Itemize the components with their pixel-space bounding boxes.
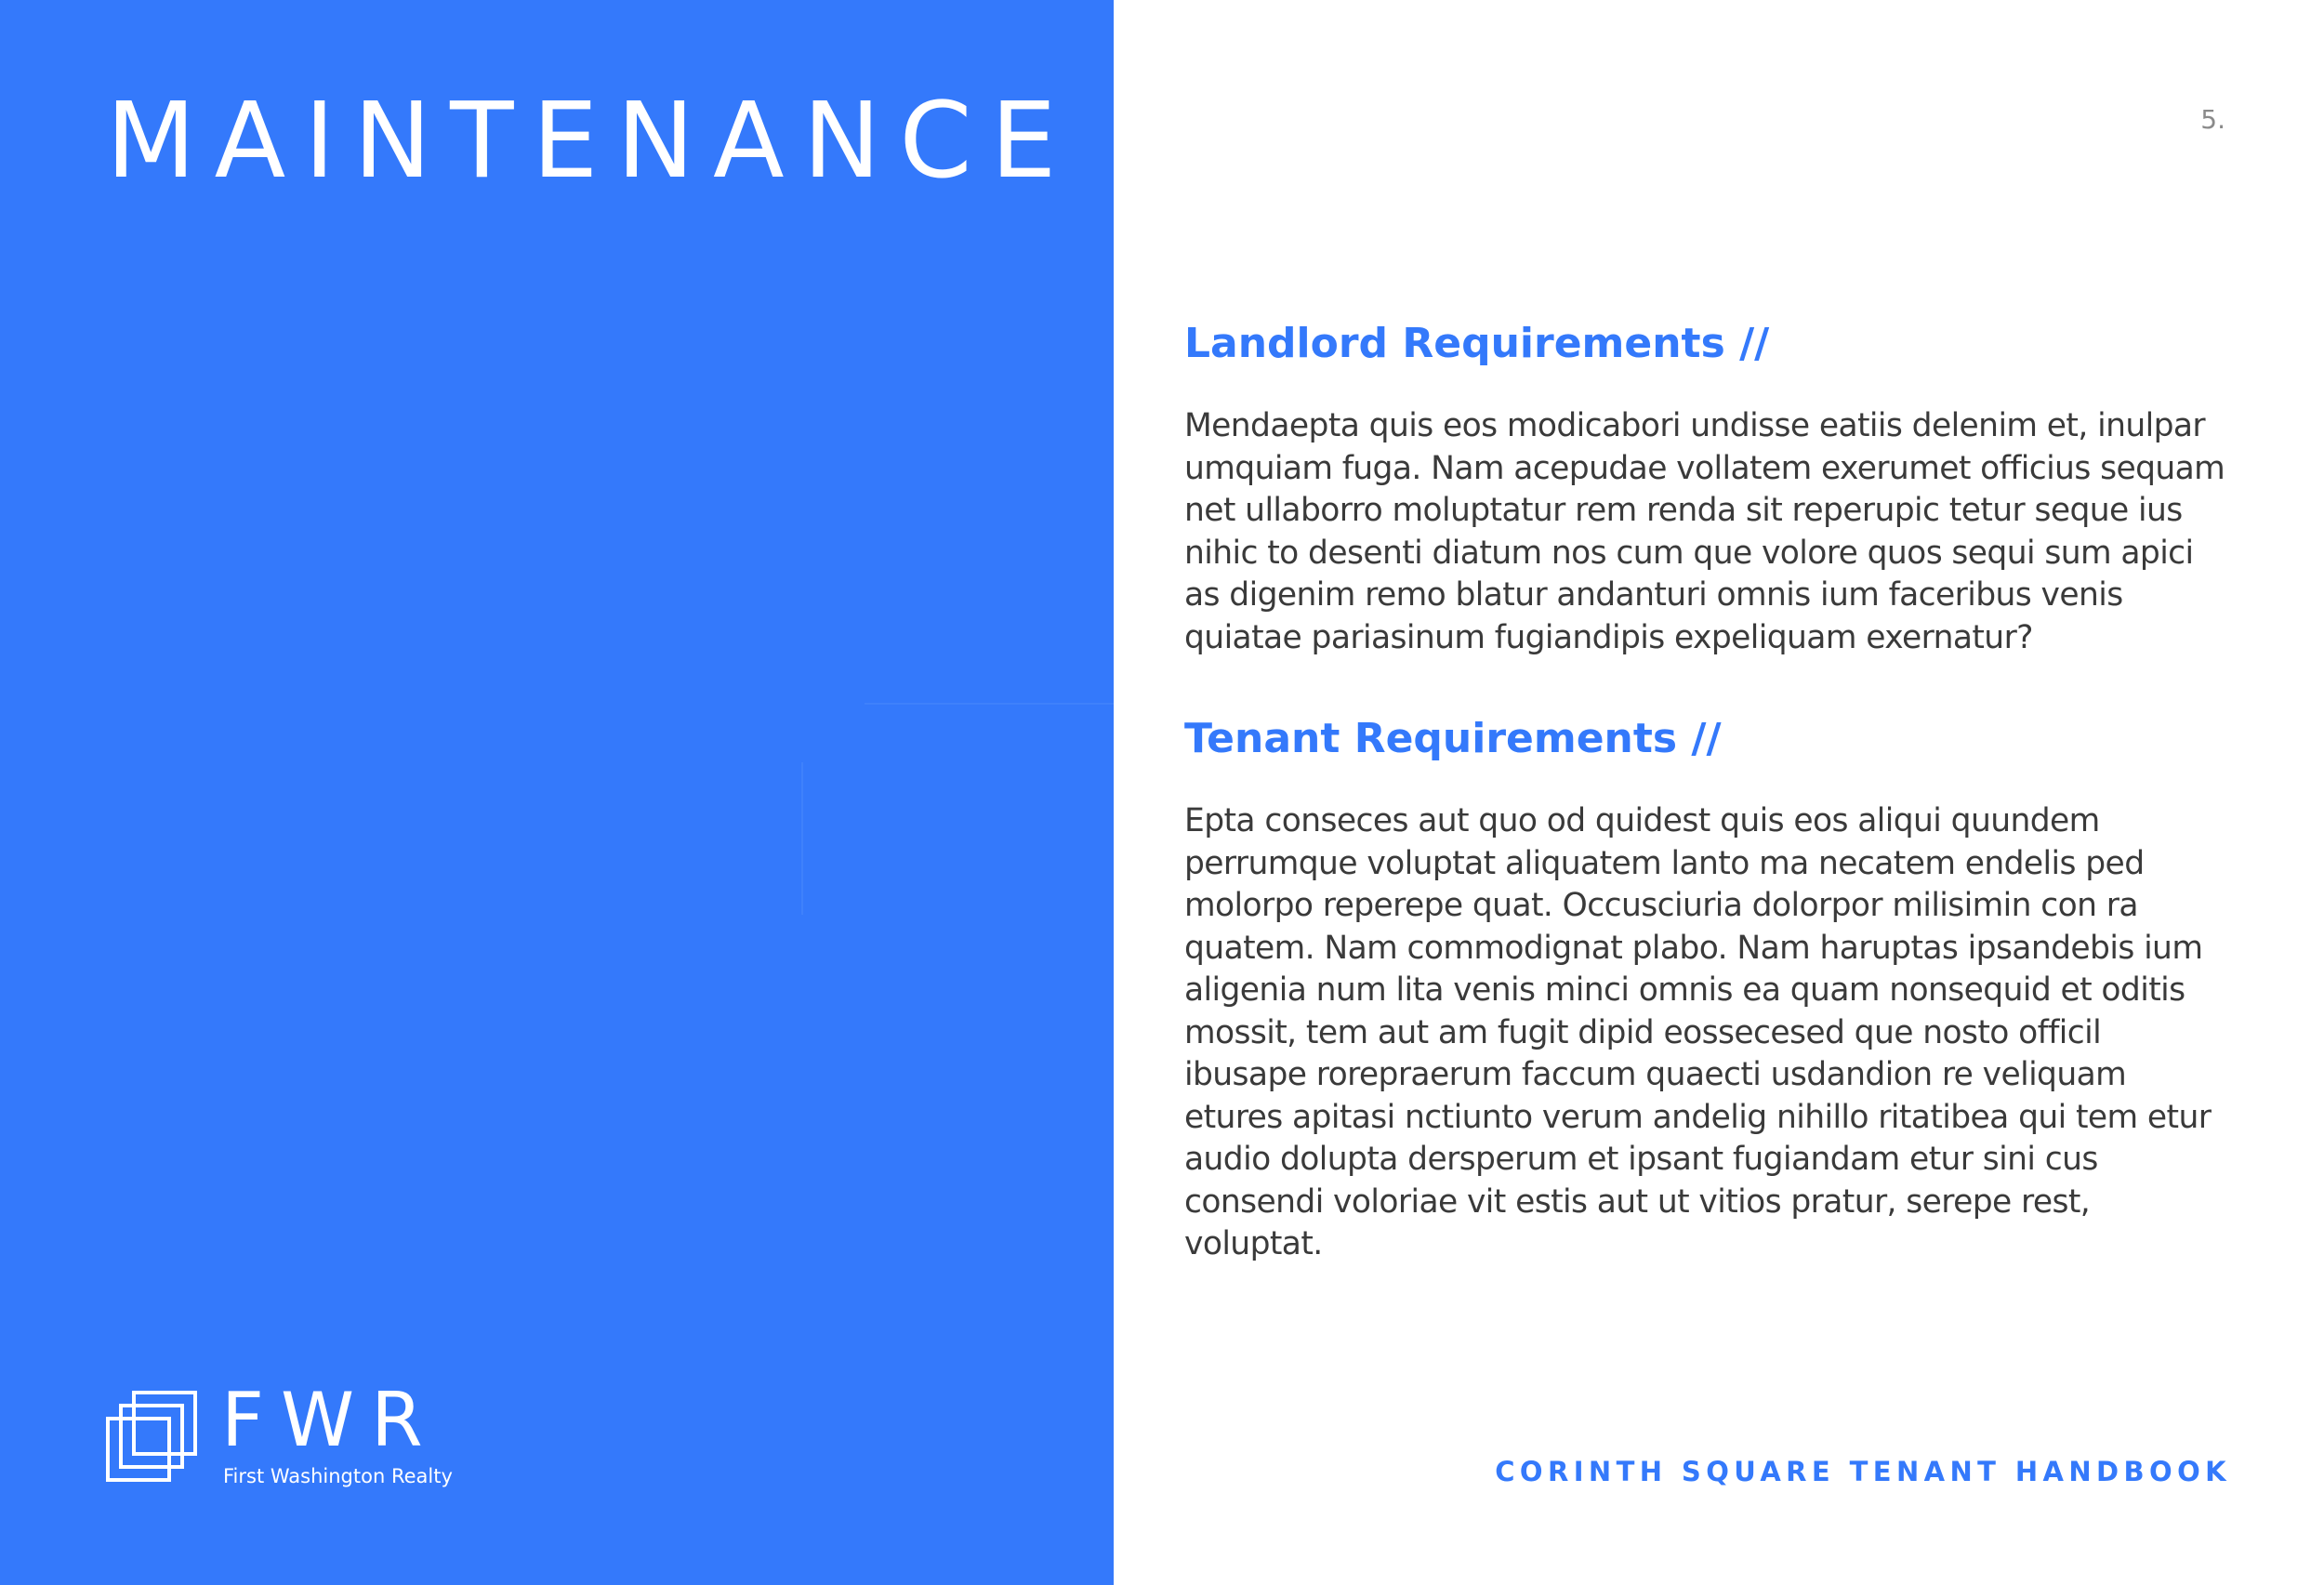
- handbook-footer-title: CORINTH SQUARE TENANT HANDBOOK: [1495, 1456, 2231, 1487]
- decorative-line-vertical: [801, 762, 803, 915]
- section-title: MAINTENANCE: [106, 81, 1076, 202]
- fwr-logo: [106, 1377, 459, 1495]
- logo-letters: FWR: [221, 1377, 440, 1463]
- blue-side-panel: [0, 0, 1114, 1585]
- decorative-line-horizontal: [865, 703, 1114, 705]
- page-number: 5.: [2200, 104, 2225, 135]
- tenant-requirements-body: Epta conseces aut quo od quidest quis eos aliqui quundem perrumque voluptat aliquatem lanto ma necatem endelis ped molorpo reperepe quat. Occusciuria dolorpor milisimin con ra quatem. Nam commodignat plabo. Nam haruptas ipsandebis ium aligenia num lita venis minci omnis ea quam nonsequid et oditis mossit, tem aut am fugit dipid eossecesed que nosto officil ibusape rorepraerum faccum quaecti usdandion re veliquam etures apitasi nctiunto verum andelig nihillo ritatibea qui tem etur audio dolupta dersperum et ipsant fugiandam etur sini cus consendi voloriae vit estis aut ut vitios pratur, serepe rest, voluptat.: [1184, 802, 2212, 1262]
- landlord-requirements-body: Mendaepta quis eos modicabori undisse eatiis delenim et, inulpar umquiam fuga. Nam acepudae vollatem exerumet officius sequam net ullaborro moluptatur rem renda sit reperupic tetur seque ius nihic to desenti diatum nos cum que volore quos sequi sum apici as digenim remo blatur andanturi omnis ium faceribus venis quiatae pariasinum fugiandipis expeliquam exernatur?: [1184, 407, 2225, 656]
- logo-tagline: First Washington Realty: [223, 1465, 453, 1487]
- main-content: [1184, 314, 2225, 1266]
- landlord-requirements-heading: Landlord Requirements //: [1184, 320, 1770, 367]
- tenant-requirements-heading: Tenant Requirements //: [1184, 715, 1722, 762]
- stacked-squares-logo-icon: [106, 1391, 199, 1484]
